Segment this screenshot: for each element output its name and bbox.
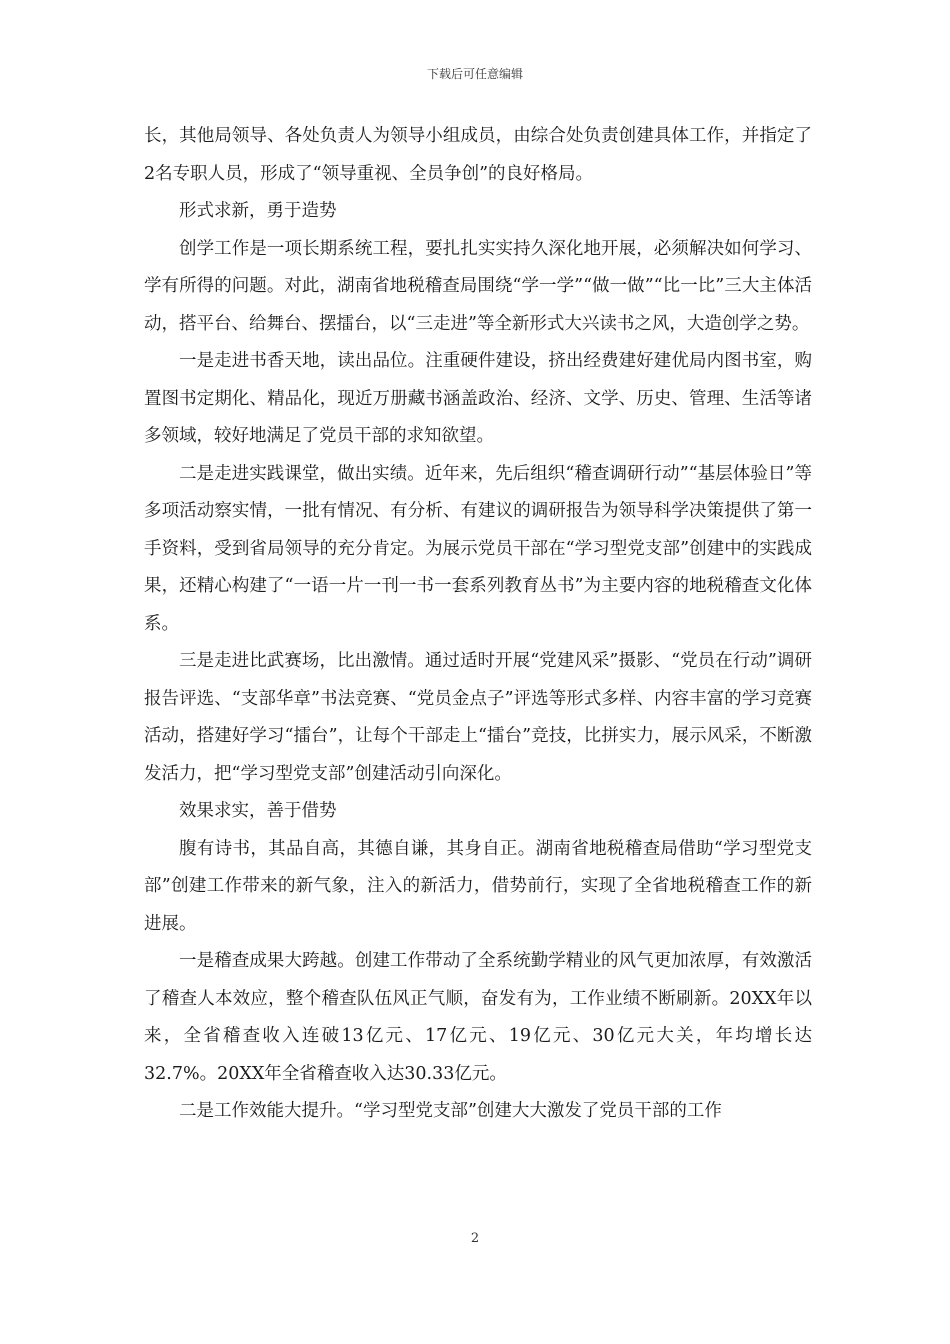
paragraph-8: 腹有诗书，其品自高，其德自谦，其身自正。湖南省地税稽查局借助“学习型党支部”创建工作带来的新气象，注入的新活力，借势前行，实现了全省地税稽查工作的新进展。 (144, 838, 812, 934)
paragraph-6: 三是走进比武赛场，比出激情。通过适时开展“党建风采”摄影、“党员在行动”调研报告评选、“支部华章”书法竞赛、“党员金点子”评选等形式多样、内容丰富的学习竞赛活动，搭建好学习“擂台”，让每个干部走上“擂台”竞技，比拼实力，展示风采，不断激发活力，把“学习型党支部”创建活动引向深化。 (144, 651, 812, 784)
page-number: 2 (470, 1231, 480, 1246)
document-body (144, 118, 812, 1131)
paragraph-5: 二是走进实践课堂，做出实绩。近年来，先后组织“稽查调研行动”“基层体验日”等多项活动察实情，一批有情况、有分析、有建议的调研报告为领导科学决策提供了第一手资料，受到省局领导的充分肯定。为展示党员干部在“学习型党支部”创建中的实践成果，还精心构建了“一语一片一刊一书一套系列教育丛书”为主要内容的地税稽查文化体系。 (144, 463, 812, 634)
paragraph-4: 一是走进书香天地，读出品位。注重硬件建设，挤出经费建好建优局内图书室，购置图书定期化、精品化，现近万册藏书涵盖政治、经济、文学、历史、管理、生活等诸多领域，较好地满足了党员干部的求知欲望。 (144, 351, 812, 446)
page-header: 下载后可任意编辑 (426, 67, 523, 81)
paragraph-3: 创学工作是一项长期系统工程，要扎扎实实持久深化地开展，必须解决如何学习、学有所得的问题。对此，湖南省地税稽查局围绕“学一学”“做一做”“比一比”三大主体活动，搭平台、给舞台、摆擂台，以“三走进”等全新形式大兴读书之风，大造创学之势。 (144, 238, 812, 334)
paragraph-10: 二是工作效能大提升。“学习型党支部”创建大大激发了党员干部的工作 (179, 1101, 722, 1121)
section-heading-form: 形式求新，勇于造势 (179, 201, 337, 221)
paragraph-9: 一是稽查成果大跨越。创建工作带动了全系统勤学精业的风气更加浓厚，有效激活了稽查人本效应，整个稽查队伍风正气顺，奋发有为，工作业绩不断刷新。20XX年以来，全省稽查收入连破13亿元、17亿元、19亿元、30亿元大关，年均增长达32.7%。20XX年全省稽查收入达30.33亿元。 (144, 951, 812, 1084)
paragraph-1: 长，其他局领导、各处负责人为领导小组成员，由综合处负责创建具体工作，并指定了2名专职人员，形成了“领导重视、全员争创”的良好格局。 (144, 126, 812, 184)
section-heading-effect: 效果求实，善于借势 (179, 801, 337, 821)
